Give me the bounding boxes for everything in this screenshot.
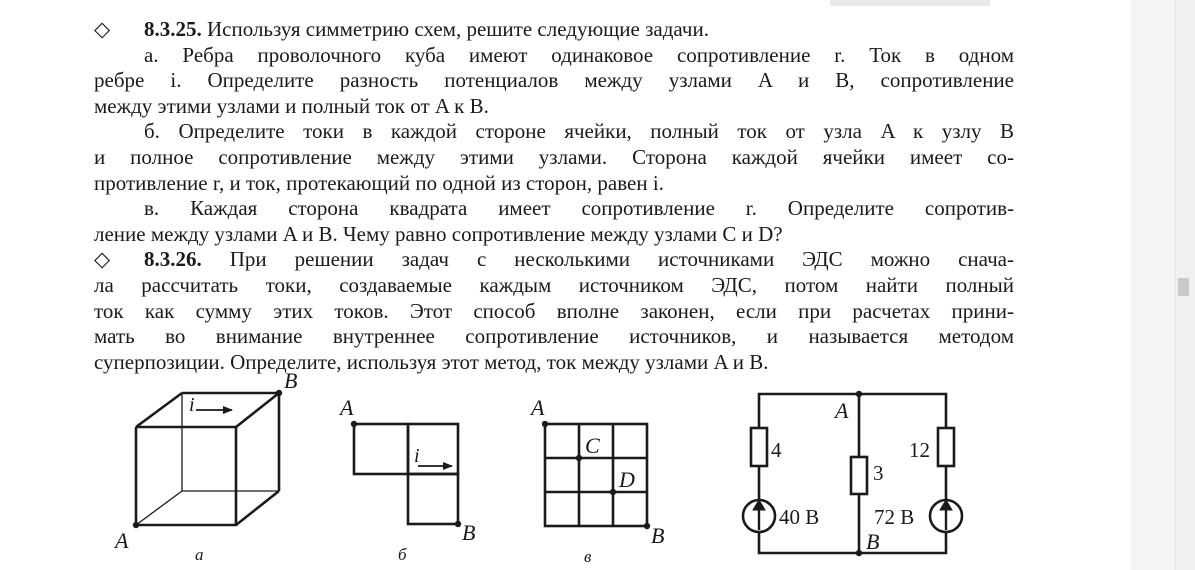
problem-26-line-4: мать во внимание внутреннее сопротивление источников, и называется методом <box>94 324 1014 349</box>
cube-figure <box>136 393 279 525</box>
circuit-top-wire <box>759 394 946 428</box>
cell <box>408 474 458 524</box>
cube-edge <box>236 491 279 525</box>
node-b-dot <box>276 390 282 396</box>
part-b-line-2: и полное сопротивление между этими узлами. Сторона каждой ячейки имеет со- <box>94 144 1014 169</box>
circuit-figure <box>743 394 962 553</box>
node-b-dot <box>856 550 862 556</box>
node-c-dot <box>576 455 582 461</box>
node-a-dot <box>856 391 862 397</box>
cube-edge <box>236 393 279 427</box>
resistor-3-label: 3 <box>873 461 884 485</box>
problem-26-line-2: ла рассчитать токи, создаваемые каждым источником ЭДС, потом найти полный <box>94 272 1014 297</box>
cube-caption: а <box>195 545 204 564</box>
problem-26-line-3: ток как сумму этих токов. Этот способ вполне законен, если при расчетах прини- <box>94 298 1014 323</box>
circuit-node-a-label: A <box>835 398 849 423</box>
node-a-dot <box>542 421 548 427</box>
cells-node-a-label: A <box>340 395 354 420</box>
node-b-dot <box>455 521 461 527</box>
problem-26-text: При решении задач с несколькими источниками ЭДС можно снача- <box>229 247 1014 272</box>
emf-right-label: 72 В <box>874 505 915 529</box>
problem-number: 8.3.26. <box>144 247 202 272</box>
cells-current-label: i <box>414 445 420 467</box>
cube-hidden-edge <box>136 491 182 525</box>
cube-node-a-label: A <box>115 528 129 553</box>
part-c-line-1: в. Каждая сторона квадрата имеет сопротивление r. Определите сопротив- <box>144 196 1014 221</box>
resistor-4-label: 4 <box>771 438 782 462</box>
node-a-dot <box>351 421 357 427</box>
grid-node-d-label: D <box>619 467 635 492</box>
cube-current-label: i <box>189 394 195 416</box>
part-a-line-2: ребре i. Определите разность потенциалов между узлами A и B, сопротивление <box>94 68 1014 93</box>
part-b-line-3: противление r, и ток, протекающий по одной из сторон, равен i. <box>94 170 664 195</box>
part-a-line-3: между этими узлами и полный ток от A к B. <box>94 93 489 118</box>
cube-front-face <box>136 427 236 525</box>
resistor-12 <box>938 428 954 466</box>
part-b-line-1: б. Определите токи в каждой стороне ячейки, полный ток от узла A к узлу B <box>144 119 1014 144</box>
grid-node-c-label: C <box>585 433 600 458</box>
cube-node-b-label: B <box>284 368 298 393</box>
grid-node-b-label: B <box>651 523 665 548</box>
cells-node-b-label: B <box>462 520 476 545</box>
part-c-line-2: ление между узлами A и B. Чему равно сопротивление между узлами C и D? <box>94 221 783 246</box>
cell <box>354 424 408 474</box>
node-b-dot <box>644 523 650 529</box>
emf-left-label: 40 В <box>779 505 820 529</box>
part-a-line-1: а. Ребра проволочного куба имеют одинаковое сопротивление r. Ток в одном <box>144 42 1014 67</box>
circuit-bottom-wire <box>759 533 946 553</box>
grid-caption: в <box>584 547 592 566</box>
problem-26-line-5: суперпозиции. Определите, используя этот метод, ток между узлами A и B. <box>94 349 769 374</box>
cells-figure <box>354 424 458 524</box>
node-d-dot <box>610 489 616 495</box>
resistor-4 <box>751 428 767 466</box>
diamond-icon: ◇ <box>94 17 111 41</box>
scrollbar-thumb[interactable] <box>1178 278 1189 296</box>
problem-number: 8.3.25. <box>144 17 202 41</box>
resistor-3 <box>851 457 867 494</box>
grid-node-a-label: A <box>531 395 545 420</box>
cube-edge <box>136 393 182 427</box>
node-a-dot <box>133 522 139 528</box>
diamond-icon: ◇ <box>94 247 111 272</box>
problem-intro: Используя симметрию схем, решите следующие задачи. <box>207 17 709 41</box>
resistor-12-label: 12 <box>909 438 930 462</box>
circuit-node-b-label: B <box>866 529 880 554</box>
cells-caption: б <box>398 545 407 564</box>
